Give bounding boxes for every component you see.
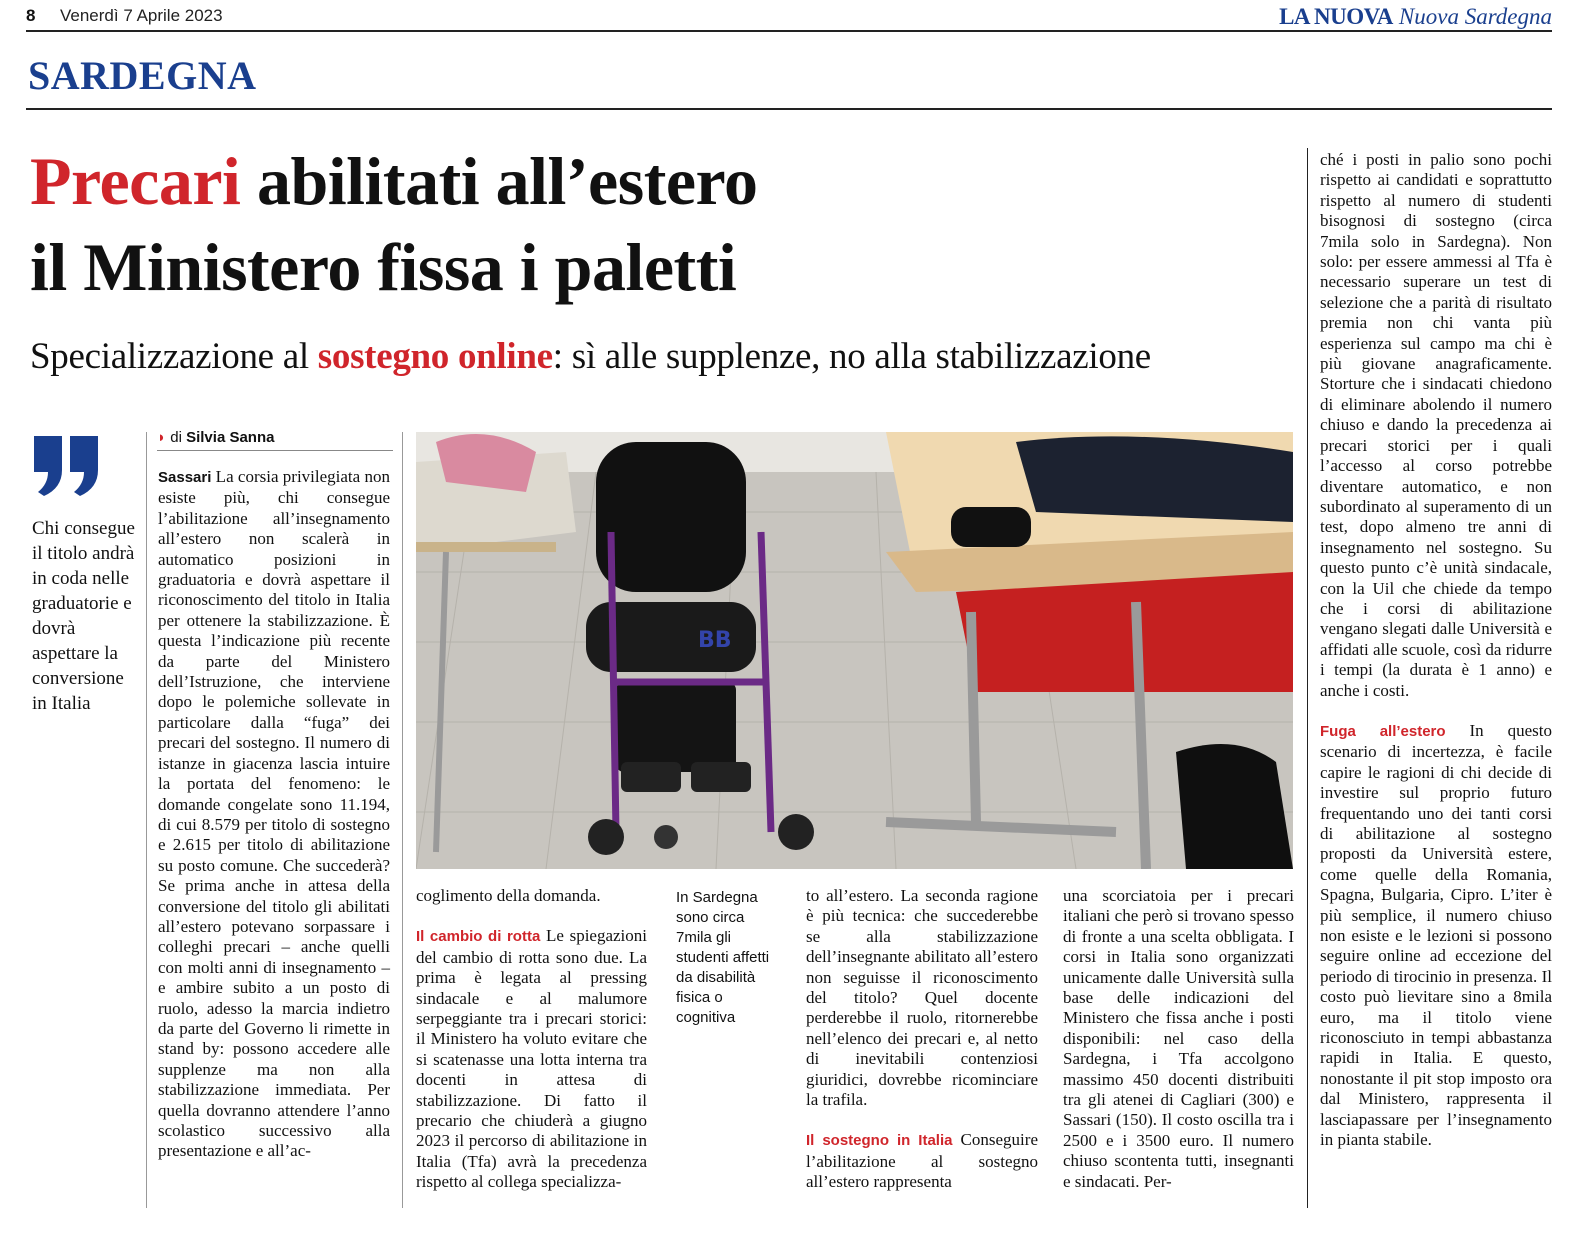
- subhead-highlight: sostegno online: [317, 336, 553, 377]
- subheading: Fuga all’estero: [1320, 722, 1446, 740]
- logo-script: Nuova Sardegna: [1398, 4, 1552, 29]
- headline-line-1-rest: abilitati all’estero: [240, 143, 758, 219]
- paragraph-text: La corsia privilegiata non esiste più, chi consegue l’abilitazione all’insegnamento all’estero non scalerà in automatico posizioni in graduatoria e dovrà aspettare il riconoscimento del titolo in Italia per ottenere la stabilizzazione. È questa l’indicazione più recente da parte del Ministero dell’Istruzione, che interviene dopo le polemiche sollevate in particolare dalla “fuga” dei precari del sostegno. Il numero di istanze in giacenza lascia intuire la portata del fenomeno: le domande congelate sono 11.194, di cui 8.579 per titolo di sostegno e 2.615 per titolo di abilitazione su posto comune. Che succederà? Se prima anche in attesa della conversione del titolo gli abilitati all’estero potevano sorpassare i colleghi precari – anche quelli con molti anni di insegnamento – e ambire subito a un posto di ruolo, adesso la marcia indietro da parte del Governo li rimette in stand by: possono accedere alle supplenze ma non alla stabilizzazione immediata. Per quella dovranno attendere l’anno scolastico successivo alla presentazione e all’ac-: [158, 467, 390, 1161]
- byline-prefix: di: [170, 429, 182, 446]
- paragraph-lead: Sassari: [158, 469, 212, 486]
- pull-quote: Chi consegue il titolo andrà in coda nelle graduatorie e dovrà aspettare la conversione in Italia: [32, 518, 135, 714]
- section-title: SARDEGNA: [28, 53, 257, 98]
- headline-line-2: il Ministero fissa i paletti: [30, 229, 737, 305]
- paragraph: una scorciatoia per i precari italiani che però si trovano spesso di fronte a una scelta obbligata. I corsi in Italia sono organizzati unicamente dalle Università sulla base delle indicazioni del Ministero che fissa anche i posti disponibili: nel caso della Sardegna, i Tfa accolgono massimo 450 docenti distribuiti tra gli atenei di Cagliari (300) e Sassari (150). Il costo oscilla tra i 2500 e i 3500 euro. Il numero chiuso scontenta tutti, insegnanti e sindacati. Per-: [1063, 886, 1294, 1191]
- page-header: [26, 4, 1552, 30]
- column-divider: [1307, 148, 1308, 1208]
- article-column-1: [158, 467, 390, 1162]
- byline-rule: [157, 450, 393, 451]
- byline-marker: ◗: [157, 429, 167, 446]
- paragraph: [806, 1130, 1038, 1192]
- article-column-3: [806, 886, 1038, 1193]
- subheading: Il cambio di rotta: [416, 928, 541, 946]
- paragraph: [1320, 721, 1552, 1151]
- logo-main: LA NUOVA: [1279, 4, 1393, 29]
- paragraph: to all’estero. La seconda ragione è più tecnica: che succederebbe se alla stabilizzazione dell’insegnante abilitato all’estero non seguisse il riconoscimento del titolo? Quel docente perderebbe il ruolo, ritornerebbe nell’elenco dei precari e, al netto di inevitabili contenziosi giuridici, dovrebbe ricominciare la trafila.: [806, 886, 1038, 1110]
- header-rule: [26, 30, 1552, 32]
- svg-text:BB: BB: [698, 628, 732, 653]
- section-rule: [26, 108, 1552, 110]
- pullquote-divider: [146, 432, 147, 1208]
- headline: [30, 138, 1300, 310]
- article-column-4: [1063, 886, 1294, 1192]
- subheadline: [30, 334, 1310, 380]
- paragraph-text: In questo scenario di incertezza, è facile capire le ragioni di chi decide di investire sul proprio futuro frequentando uno dei tanti corsi di abilitazione al sostegno proposti da Università estere, come quelle della Romania, Spagna, Bulgaria, Cipro. L’iter è più semplice, il numero chiuso non esiste e le lezioni si possono seguire online ad eccezione del periodo di tirocinio in presenza. Il costo può lievitare sino a 8mila euro, ma il titolo viene riconosciuto in tempi abbastanza rapidi in Italia. E questo, nonostante il pit stop imposto ora dal Ministero, rappresenta il lasciapassare per l’insegnamento in pianta stabile.: [1320, 720, 1552, 1150]
- newspaper-logo: [1279, 4, 1552, 30]
- subhead-before: Specializzazione al: [30, 336, 318, 377]
- paragraph: coglimento della domanda.: [416, 886, 601, 905]
- page-number: 8: [26, 6, 36, 25]
- wheelchair-classroom-photo: [416, 432, 1293, 869]
- photo-caption: In Sardegna sono circa 7mila gli studenti affetti da disabilità fisica o cognitiva: [676, 889, 770, 1026]
- paragraph: [158, 467, 390, 1162]
- article-column-5: [1320, 150, 1552, 1151]
- byline: [157, 429, 274, 446]
- subhead-after: : sì alle supplenze, no alla stabilizzazione: [552, 336, 1151, 377]
- subheading: Il sostegno in Italia: [806, 1132, 953, 1150]
- paragraph: ché i posti in palio sono pochi rispetto ai candidati e soprattutto rispetto al numero di studenti bisognosi di sostegno (circa 7mila solo in Sardegna). Non solo: per essere ammessi al Tfa è necessario superare un test di selezione che a parità di risultato premia non chi vanta più esperienza sul campo ma chi è più giovane anagraficamente. Storture che i sindacati chiedono di eliminare abolendo il numero chiuso e dando la precedenza ai precari storici per i quali l’accesso al corso potrebbe diventare automatico, e non subordinato al superamento di un test, dopo almeno tre anni di insegnamento nel sostegno. Su questo punto c’è unità sindacale, con la Uil che chiede da tempo che i corsi di abilitazione vengano slegati dalle Università e affidati alle scuole, così da ridurre i tempi (la durata è 1 anno) e anche i costi.: [1320, 150, 1552, 700]
- column-rule: [402, 432, 403, 1208]
- byline-author: Silvia Sanna: [186, 429, 275, 446]
- page-date: Venerdì 7 Aprile 2023: [60, 6, 223, 25]
- headline-line-1: [30, 138, 1300, 224]
- quote-icon: [32, 432, 102, 500]
- article-photo: [416, 432, 1293, 869]
- paragraph-text: Le spiegazioni del cambio di rotta sono due. La prima è legata al pressing sindacale e al malumore serpeggiante tra i precari storici: il Ministero ha voluto evitare che si scatenasse una lotta interna tra docenti in attesa di stabilizzazione. Di fatto il precario che chiuderà a giugno 2023 il percorso di abilitazione in Italia (Tfa) avrà la precedenza rispetto al collega specializza-: [416, 926, 647, 1192]
- article-column-2: [416, 886, 647, 1193]
- paragraph: [416, 926, 647, 1192]
- paragraph-text: Conseguire l’abilitazione al sostegno all’estero rappresenta: [806, 1130, 1038, 1192]
- headline-highlight: Precari: [30, 143, 241, 219]
